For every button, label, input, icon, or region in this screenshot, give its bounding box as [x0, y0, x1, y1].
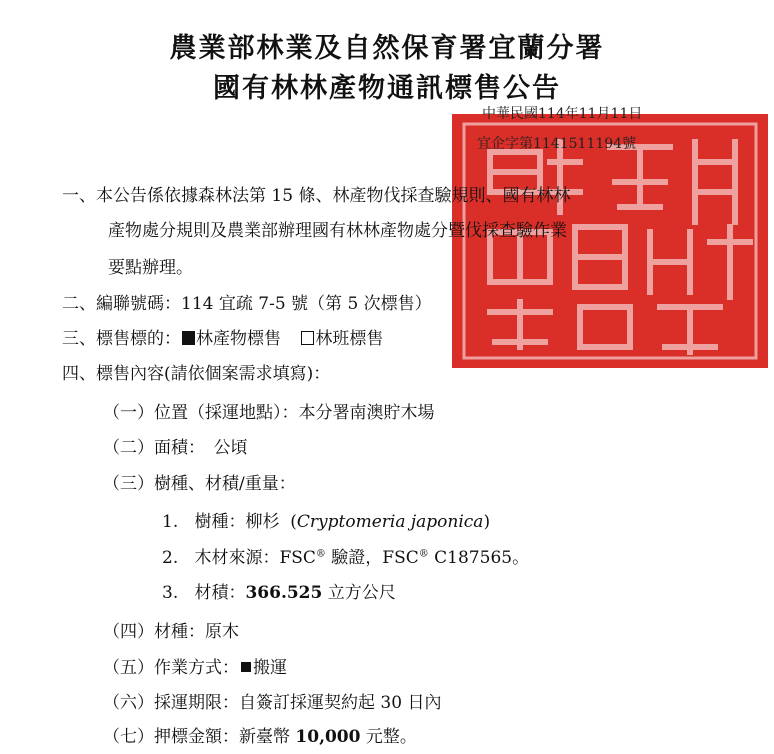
item-suffix: 元整。 [365, 727, 417, 747]
item-number: （一） [103, 403, 154, 423]
item-5 [103, 653, 287, 678]
document-subtitle: 國有林林產物通訊標售公告 [213, 73, 561, 104]
item-7 [103, 722, 417, 747]
item-2 [103, 433, 248, 458]
item-text: 採運期限：自簽訂採運契約起 30 日內 [154, 693, 442, 713]
subitem-label: 木材來源：FSC [194, 548, 316, 568]
subitem-number: 2. [162, 548, 179, 568]
section-text: 標售內容(請依個案需求填寫)： [96, 364, 331, 384]
registered-mark: ® [315, 548, 326, 560]
subitem-2 [162, 543, 529, 568]
section-2 [62, 289, 432, 314]
item-number: （二） [103, 438, 154, 458]
latin-name: Cryptomeria japonica [296, 512, 484, 532]
section-text: 本公告係依據森林法第 15 條、林產物伐採查驗規則、國有林林 [96, 186, 571, 206]
document-number: 宜企字第1141511194號 [477, 136, 637, 152]
subitem-number: 1. [162, 512, 179, 532]
item-1 [103, 398, 435, 423]
volume-unit: 立方公尺 [327, 583, 396, 603]
item-number: （四） [103, 622, 154, 642]
item-number: （三） [103, 474, 154, 494]
section-3 [62, 324, 383, 349]
section-number: 二、 [62, 294, 96, 314]
item-number: （五） [103, 658, 154, 678]
section-1-line-3: 要點辦理。 [108, 258, 193, 278]
subitem-code: C187565。 [428, 548, 530, 568]
section-label: 標售標的： [96, 329, 181, 349]
subitem-middle: 驗證，FSC [325, 548, 419, 568]
section-text: 編聯號碼：114 宜疏 7-5 號（第 5 次標售） [96, 294, 432, 314]
item-value: 搬運 [253, 658, 287, 678]
item-text: 樹種、材積/重量： [154, 474, 296, 494]
subitem-label: 樹種：柳杉 [194, 512, 280, 532]
volume-value: 366.525 [245, 583, 323, 603]
section-number: 一、 [62, 186, 96, 206]
section-1-line-2: 產物處分規則及農業部辦理國有林林產物處分暨伐採查驗作業 [108, 221, 567, 241]
item-label: 押標金額：新臺幣 [154, 727, 290, 747]
document-title: 農業部林業及自然保育署宜蘭分署 [169, 33, 605, 64]
checkbox-unchecked [301, 331, 314, 345]
item-6 [103, 688, 441, 713]
subitem-number: 3. [162, 583, 179, 603]
document-date: 中華民國114年11月11日 [482, 106, 643, 122]
section-number: 三、 [62, 329, 96, 349]
subitem-3 [162, 578, 396, 603]
section-1-line-1 [62, 181, 570, 206]
checkbox-checked [182, 331, 195, 345]
option-forest-compartment: 林班標售 [315, 329, 384, 349]
deposit-amount: 10,000 [295, 727, 361, 747]
checkbox-checked [241, 662, 251, 672]
section-number: 四、 [62, 364, 96, 384]
option-forest-products: 林產物標售 [196, 329, 281, 349]
registered-mark: ® [418, 548, 429, 560]
item-3 [103, 469, 296, 494]
item-number: （七） [103, 727, 154, 747]
item-text: 位置（採運地點）：本分署南澳貯木場 [154, 403, 435, 423]
item-number: （六） [103, 693, 154, 713]
item-text: 材種：原木 [154, 622, 239, 642]
item-label: 作業方式： [154, 658, 239, 678]
subitem-1: 1. 樹種：柳杉 (Cryptomeria japonica) [162, 512, 491, 532]
item-4 [103, 617, 239, 642]
item-text: 面積： 公頃 [154, 438, 248, 458]
subitem-label: 材積： [194, 583, 246, 603]
section-4 [62, 359, 330, 384]
